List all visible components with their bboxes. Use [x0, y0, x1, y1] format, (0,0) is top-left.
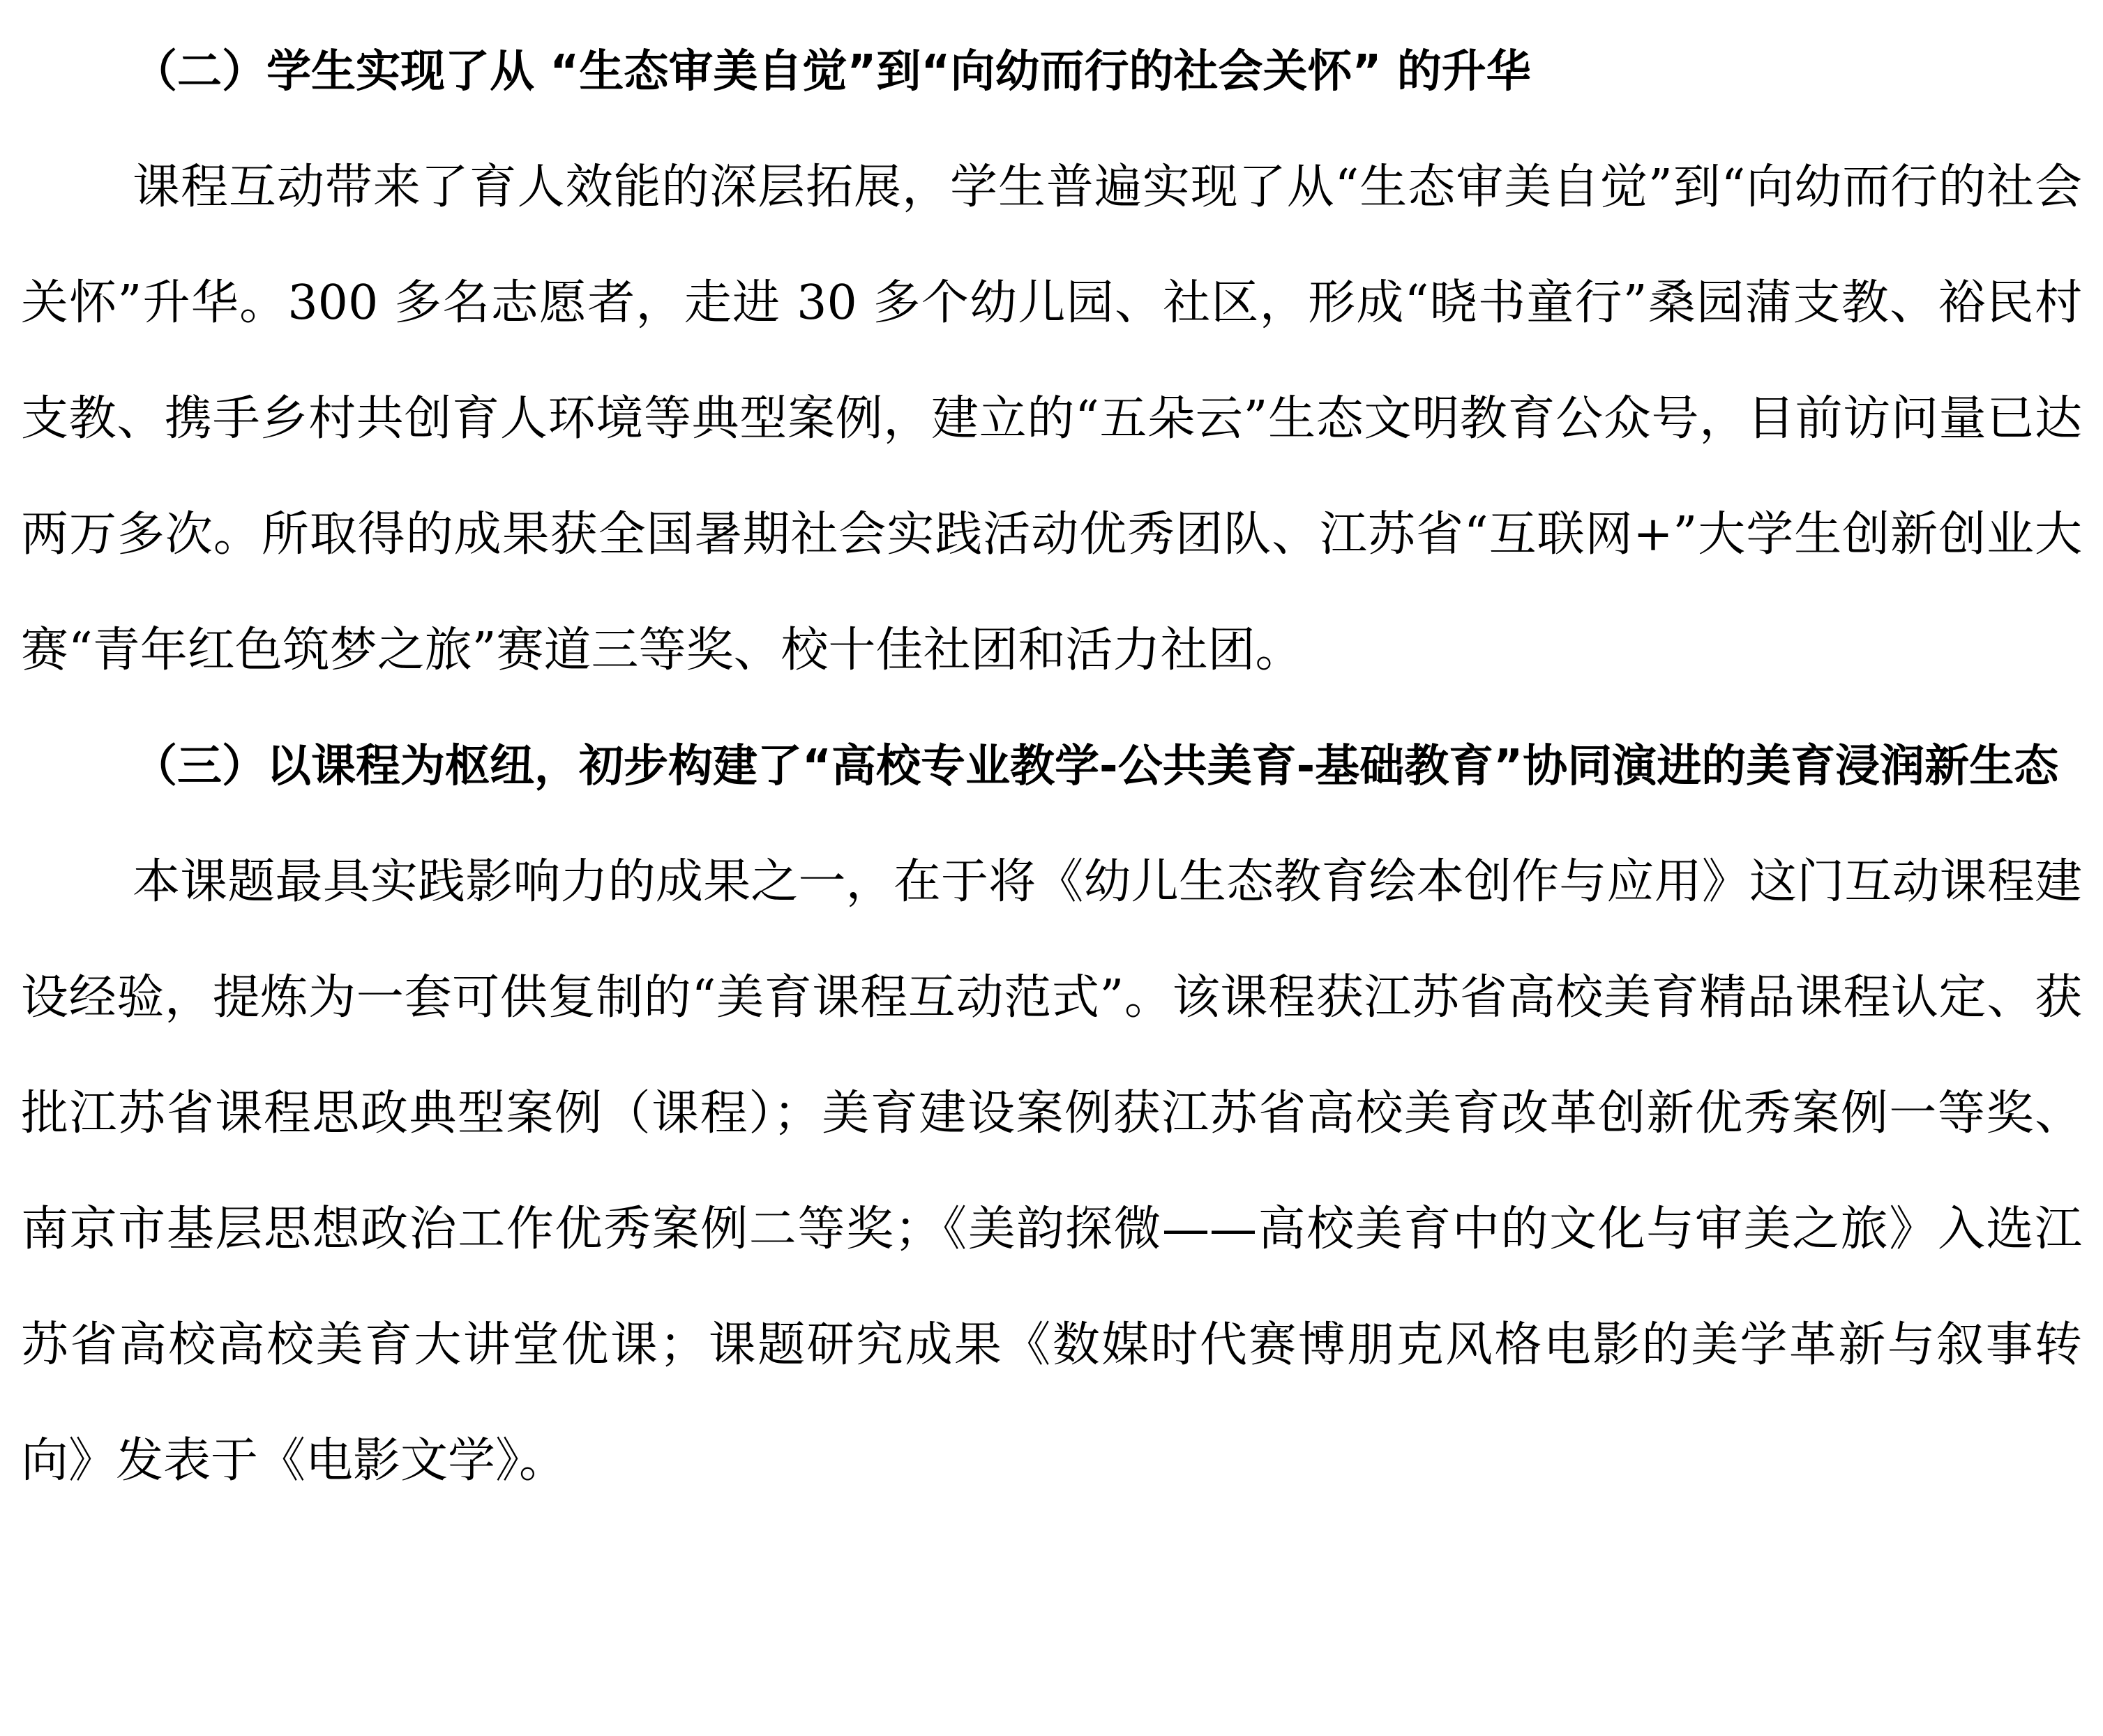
- section-paragraph-2: 课程互动带来了育人效能的深层拓展，学生普遍实现了从“生态审美自觉”到“向幼而行的社会关怀”升华。300 多名志愿者，走进 30 多个幼儿园、社区，形成“晓书童行”桑园蒲支教、裕民村支教、携手乡村共创育人环境等典型案例，建立的“五朵云”生态文明教育公众号，目前访问量已达两万多次。所取得的成果获全国暑期社会实践活动优秀团队、江苏省“互联网+”大学生创新创业大赛“青年红色筑梦之旅”赛道三等奖、校十佳社团和活力社团。: [21, 160, 2082, 678]
- section-heading-2: （二）学生实现了从 “生态审美自觉”到“向幼而行的社会关怀” 的升华: [133, 46, 1531, 98]
- document-page: [21, 14, 2082, 1519]
- section-paragraph-3: 本课题最具实践影响力的成果之一，在于将《幼儿生态教育绘本创作与应用》这门互动课程建设经验，提炼为一套可供复制的“美育课程互动范式”。该课程获江苏省高校美育精品课程认定、获批江苏省课程思政典型案例（课程）；美育建设案例获江苏省高校美育改革创新优秀案例一等奖、南京市基层思想政治工作优秀案例二等奖；《美韵探微——高校美育中的文化与审美之旅》入选江苏省高校高校美育大讲堂优课；课题研究成果《数媒时代赛博朋克风格电影的美学革新与叙事转向》发表于《电影文学》。: [21, 854, 2082, 1488]
- section-heading-3: （三）以课程为枢纽，初步构建了“高校专业教学-公共美育-基础教育”协同演进的美育浸润新生态: [133, 741, 2059, 792]
